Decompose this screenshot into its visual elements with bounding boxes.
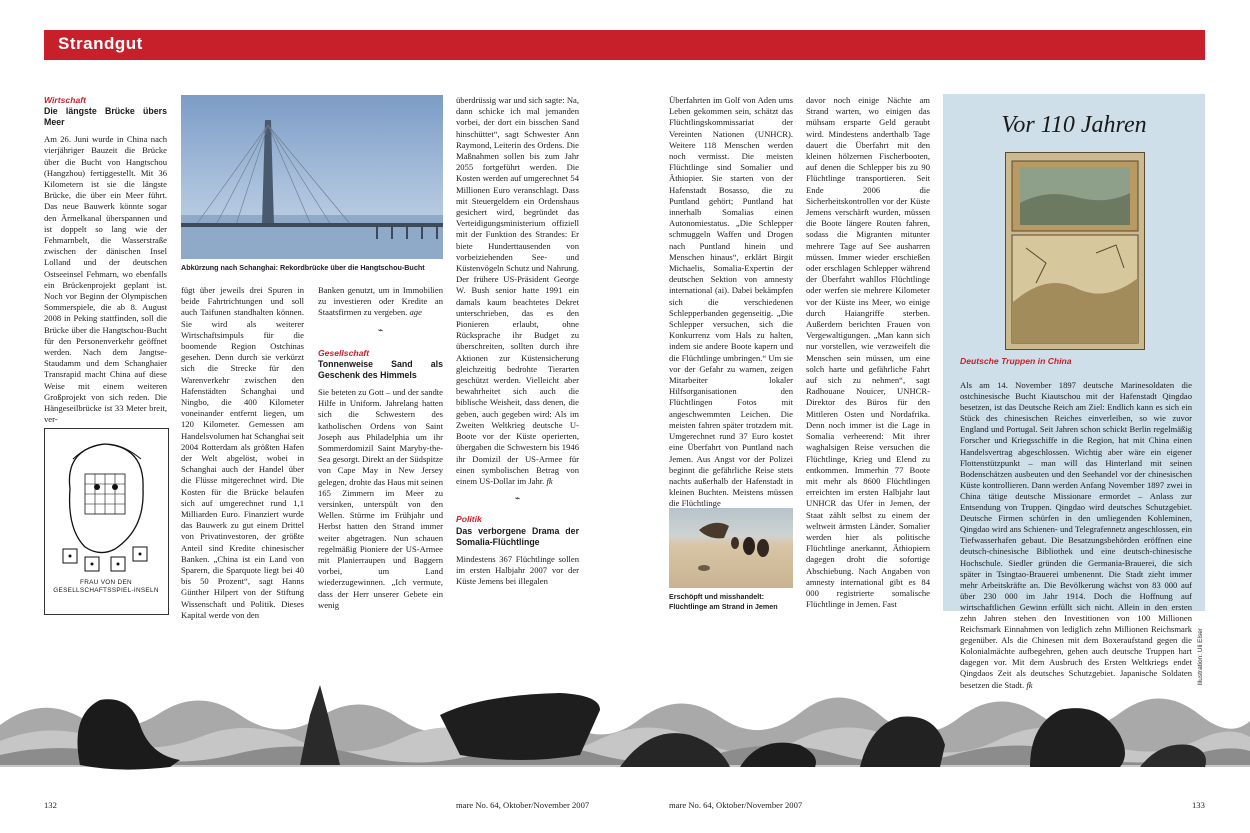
body-text: Am 26. Juni wurde in China nach vierjähriger Bauzeit die Brücke über die Bucht von Hangtschou (Hangzhou) fertiggestellt. Mit 36 Kilometern ist sie die längste Brücke, die über ein Meer führt. Das neue Bauwerk könnte sogar den Ärmelkanal überspannen und ist doppelt so lang wie der Fehmarnbelt, die Wasserstraße zwischen der dänischen Insel Lolland und der deutschen Ostseeinsel Fehmarn, wo ebenfalls ein Brückenprojekt geplant ist. Noch vor Beginn der Olympischen Sommerspiele, die ab 8. August 2008 in Peking stattfinden, soll die Brücke über die Hangtschou-Bucht für den Personenverkehr geöffnet werden. Nach dem Jangtse-Staudamm und dem Schanghaier Transrapid macht China auf diese Weise mit einem weiteren Großprojekt von sich reden. Die Hängeseilbrücke ist 33 Meter breit, ver- (44, 134, 167, 425)
headline-sand: Tonnenweise Sand als Geschenk des Himmels (318, 359, 443, 381)
headline-somalia: Das verborgene Drama der Somalia-Flüchtlinge (456, 525, 579, 547)
postcard-drawing (1006, 153, 1144, 349)
column-3 (318, 285, 443, 615)
sidebar-rubric: Deutsche Truppen in China (960, 356, 1072, 366)
rubric-gesellschaft: Gesellschaft (318, 347, 370, 358)
issue-info-right: mare No. 64, Oktober/November 2007 (669, 800, 803, 810)
article-wirtschaft-col2 (181, 285, 304, 620)
issue-info-left: mare No. 64, Oktober/November 2007 (456, 800, 590, 810)
rubric-wirtschaft: Wirtschaft (44, 95, 86, 105)
vintage-postcard (1005, 152, 1145, 350)
sea-creatures-drawing (0, 655, 1250, 795)
column-5 (669, 95, 793, 509)
bridge-drawing (181, 95, 443, 259)
section-banner (44, 30, 1205, 60)
refugee-photo-caption: Erschöpft und misshandelt: Flüchtlinge am Strand in Jemen (669, 592, 778, 611)
beach-scene (669, 508, 793, 588)
author-signature: fk (546, 475, 553, 486)
headline-bruecke: Die längste Brücke übers Meer (44, 106, 167, 128)
body-text: Mindestens 367 Flüchtlinge sollen im ersten Halbjahr 2007 vor der Küste Jemens bei illegalen (456, 553, 579, 586)
body-text: Als am 14. November 1897 deutsche Marinesoldaten die ostchinesische Bucht Kiautschou mit der Hafenstadt Qingdao besetzen, ist das Deutsche Reich am Ziel: Endlich kann es sich ein Stück des chinesischen Reiches einverleiben, so wie zuvor England und Portugal. Seit Jahren schon schickt Berlin regelmäßig Forscher und Kriegsschiffe in die Region, hat mit China einen Handelsvertrag abgeschlossen. Wichtig aber wäre ein eigener Flottenstützpunkt – man will das Hinterland mit seinen Bodenschätzen ausbeuten und den Seehandel vor der chinesischen Küste kontrollieren. Dann werden Anfang November 1897 zwei in China tätige deutsche Missionare ermordet – Anlass zur Entsendung von Truppen. Qingdao wird deutsches Schutzgebiet. Deutsche Firmen schürfen in den umliegenden Kohleminen, Qingdao wird ans Schienen- und Telegrafennetz angeschlossen, ein Tiefwasserhafen gebaut. Die Besatzungsbehörden eröffnen eine deutsch-chinesische Bibliothek und eine deutsch-chinesische Hochschule. Siedler gründen die Germania-Brauerei, die sich später in Tsingtao-Brauerei umbenennt. Die Stadt zieht immer mehr Arbeitskräfte an. Die Bevölkerung wächst von 83 000 auf über 230 000 im Jahr 1914. Doch die Hoffnung auf wirtschaftlichen Gewinn erfüllt sich nicht. Allein in den ersten zehn Jahren stehen den Investitionen von 100 Millionen Reichsmark Einnahmen von lediglich zehn Millionen Reichsmark gegenüber. Als die Chinesen mit dem Boxeraufstand gegen die Kolonialmächte aufbegehren, gehen auch deutsche Truppen hart dagegen vor. Mit dem Ausbruch des Ersten Weltkriegs endet Qingdaos Zeit als deutsches Schutzgebiet. Japanische Soldaten besetzen die Stadt. (960, 380, 1192, 690)
column-6 (806, 95, 930, 615)
refugee-photo (669, 508, 793, 588)
body-text: Sie beteten zu Gott – und der sandte Hilfe in Uniform. Jahrelang hatten sich die Schwestern des katholischen Ordens von Saint Joseph aus Philadelphia um ihr Sommerdomizil Saint Maryby-the-Sea gesorgt. Direkt an der Südspitze von Cape May in New Jersey gelegen, drohte das Haus mit seinen 165 Zimmern im Meer zu versinken, unterspült von den Wellen. Stürme im Frühjahr und Herbst hatten den Strand immer weiter abgetragen. Nun schauen regelmäßig Pioniere der US-Armee mit Planierraupen und Baggern vorbei, um Land wiederzugewinnen. „Ich vermute, dass der Herr unserer Gebete ein wenig (318, 387, 443, 610)
cartoon-illustration (44, 428, 169, 615)
illustration-credit: Illustration: Uli Elser (1197, 628, 1204, 686)
sidebar-body (960, 380, 1192, 691)
author-signature: age (409, 307, 422, 318)
bridge-photo (181, 95, 443, 259)
section-divider: ⌁ (377, 324, 384, 335)
bridge-photo-caption: Abkürzung nach Schanghai: Rekordbrücke über die Hangtschou-Bucht (181, 263, 425, 272)
column-4 (456, 95, 579, 615)
section-divider: ⌁ (514, 493, 521, 504)
body-text: davor noch einige Nächte am Strand warten, wo einigen das mühsam ersparte Geld geraubt wird. Mindestens anderthalb Tage dauert die Überfahrt mit den kleinen hölzernen Fischerbooten, auf denen die Schlepper bis zu 90 Flüchtlinge transportieren. Seit Ende 2006 die Sicherheitskontrollen vor der Küste Jemens verschärft wurden, müssen die Boote längere Routen fahren, sodass die Migranten mitunter mehrere Tage auf See ausharren müssen. Immer wieder erschießen oder erschlagen Schlepper während der Überfahrt wahllos Flüchtlinge oder werfen sie mehrere Kilometer vor der Küste ins Meer, wo einige durch Haiangriffe sterben. Außerdem berichten Frauen von Vergewaltigungen. „Man kann sich nur vorstellen, wie verzweifelt die Menschen sein müssen, um eine solch harte und gefährliche Fahrt auf sich zu nehmen“, sagt Radhouane Nouicer, UNHCR-Direktor des Büros für den Mittleren Osten und Nordafrika. Denn noch immer ist die Lage in Somalia verheerend: Mit ihrer waghalsigen Reise versuchen die Flüchtlinge, Krieg und Elend zu entkommen. Immerhin 77 Boote mit mehr als 8600 Flüchtlingen erreichten im ersten Halbjahr laut UNHCR das Ufer in Jemen, der Staat zählt selbst zu einem der weltweit ärmsten Länder. Somalier werden hier als politische Flüchtlinge anerkannt, Äthiopiern dagegen droht die sofortige Abschiebung. Nach Angaben von amnesty international gibt es 84 000 registrierte somalische Flüchtlinge in Jemen. Fast (806, 95, 930, 610)
sidebar-title: Vor 110 Jahren (1001, 112, 1147, 138)
body-text: Banken genutzt, um in Immobilien zu investieren oder Kredite an Staatsfirmen zu vergeben. (318, 285, 443, 318)
rubric-politik: Politik (456, 514, 482, 525)
wave-illustration (0, 655, 1250, 795)
section-title: Strandgut (58, 34, 143, 53)
author-signature: fk (1026, 679, 1033, 690)
body-text: fügt über jeweils drei Spuren in beide Fahrtrichtungen und soll auch Taifunen standhalten können. Sie wird als weiterer Wirtschaftsimpuls für die boomende Region Ostchinas gesehen. Denn durch sie verkürzt sich die Strecke für den Warenverkehr zwischen den Hafenstädten Schanghai und Ningbo, die 400 Kilometer voneinander entfernt liegen, um 120 Kilometer. Gemessen am Handelsvolumen hat Schanghai seit 2004 Rotterdam als größten Hafen der Welt abgelöst, wobei in Schanghai auch der Handel über die Flüsse mitgerechnet wird. Die Kosten für die Brücke belaufen sich auf umgerechnet rund 1,1 Milliarden Euro. Finanziert wurde das Bauwerk zu gut einem Drittel von Privatinvestoren, der größte Anteil sind Kredite chinesischer Banken. „China ist ein Land von Sparern, die Sparquote liegt bei 40 bis 50 Prozent“, sagt Hanns Günther Hilpert von der Stiftung Wissenschaft und Politik. Dieses Kapital werde von den (181, 285, 304, 620)
page-number-left: 132 (44, 800, 57, 810)
page-number-right: 133 (1192, 800, 1205, 810)
article-wirtschaft-col1 (44, 95, 167, 425)
cartoon-caption: FRAU VON DEN GESELLSCHAFTSSPIEL-INSELN (53, 579, 159, 594)
body-text: überdrüssig war und sich sagte: Na, dann schicke ich mal jemanden vorbei, der dort ein bisschen Sand hinschüttet“, sagt Schwester Ann Raymond, Leiterin des Ordens. Die Maßnahmen sollen bis zum Jahr 2055 fortgeführt werden. Die Kosten werden auf umgerechnet 54 Millionen Euro veranschlagt. Dass mit Steuergeldern ein Ordenshaus gesichert wird, begründet das Verteidigungsministerium offiziell mit der Funktion des Strandes: Er biete Hunderttausenden von vorbeiziehenden See- und Küstenvögeln Schutz und Nahrung. Der frühere US-Präsident George W. Bush senior hatte 1991 ein damals kaum beachtetes Dekret unterschrieben, das es den Pionieren erlaubt, ohne Rücksprache ihr Budget zu überschreiten, sollten durch ihre Aktionen zur Küstensicherung gleichzeitig bedrohte Tierarten geschützt werden. Vielleicht aber bewahrheitet sich auch die biblische Weisheit, dass denen, die geben, auch gegeben wird: Als im Zweiten Weltkrieg deutsche U-Boote vor der Küste operierten, übergaben die Schwestern bis 1946 ihr Domizil der US-Armee für einen symbolischen Betrag von einem US-Dollar im Jahr. (456, 95, 579, 486)
body-text: Überfahrten im Golf von Aden ums Leben gekommen sein, schätzt das Flüchtlingskommissariat der Vereinten Nationen (UNHCR). Weitere 118 Menschen werden noch vermisst. Die meisten Flüchtlinge sind Somalier und Äthiopier. Sie starten von der Hafenstadt Bosasso, die zu Puntland gehört; Puntland hat innerhalb Somalias einen Autonomiestatus. „Die Schlepper schmuggeln Waffen und Drogen nach Puntland hinein und Menschen hinaus“, erklärt Birgit Michaelis, Somalia-Expertin der deutschen Sektion von amnesty international (ai). Dabei bekämpfen sich die verschiedenen Schlepperbanden gegenseitig. „Die Schlepper versuchen, sich die Konkurrenz vom Hals zu halten, indem sie andere Boote kapern und die Flüchtlinge umbringen.“ Um sie vor der Gefahr zu warnen, zeigen Mitarbeiter lokaler Hilfsorganisationen den Flüchtlingen Fotos mit angeschwemmten Leichen. Die meisten fahren später trotzdem mit. Umgerechnet rund 37 Euro kostet eine Überfahrt von Puntland nach Jemen. Aus Angst vor der Polizei beginnt die gefährliche Reise stets nachts außerhalb der Hafenstadt in kleinen Buchten. Meistens müssen die Flüchtlinge (669, 95, 793, 509)
